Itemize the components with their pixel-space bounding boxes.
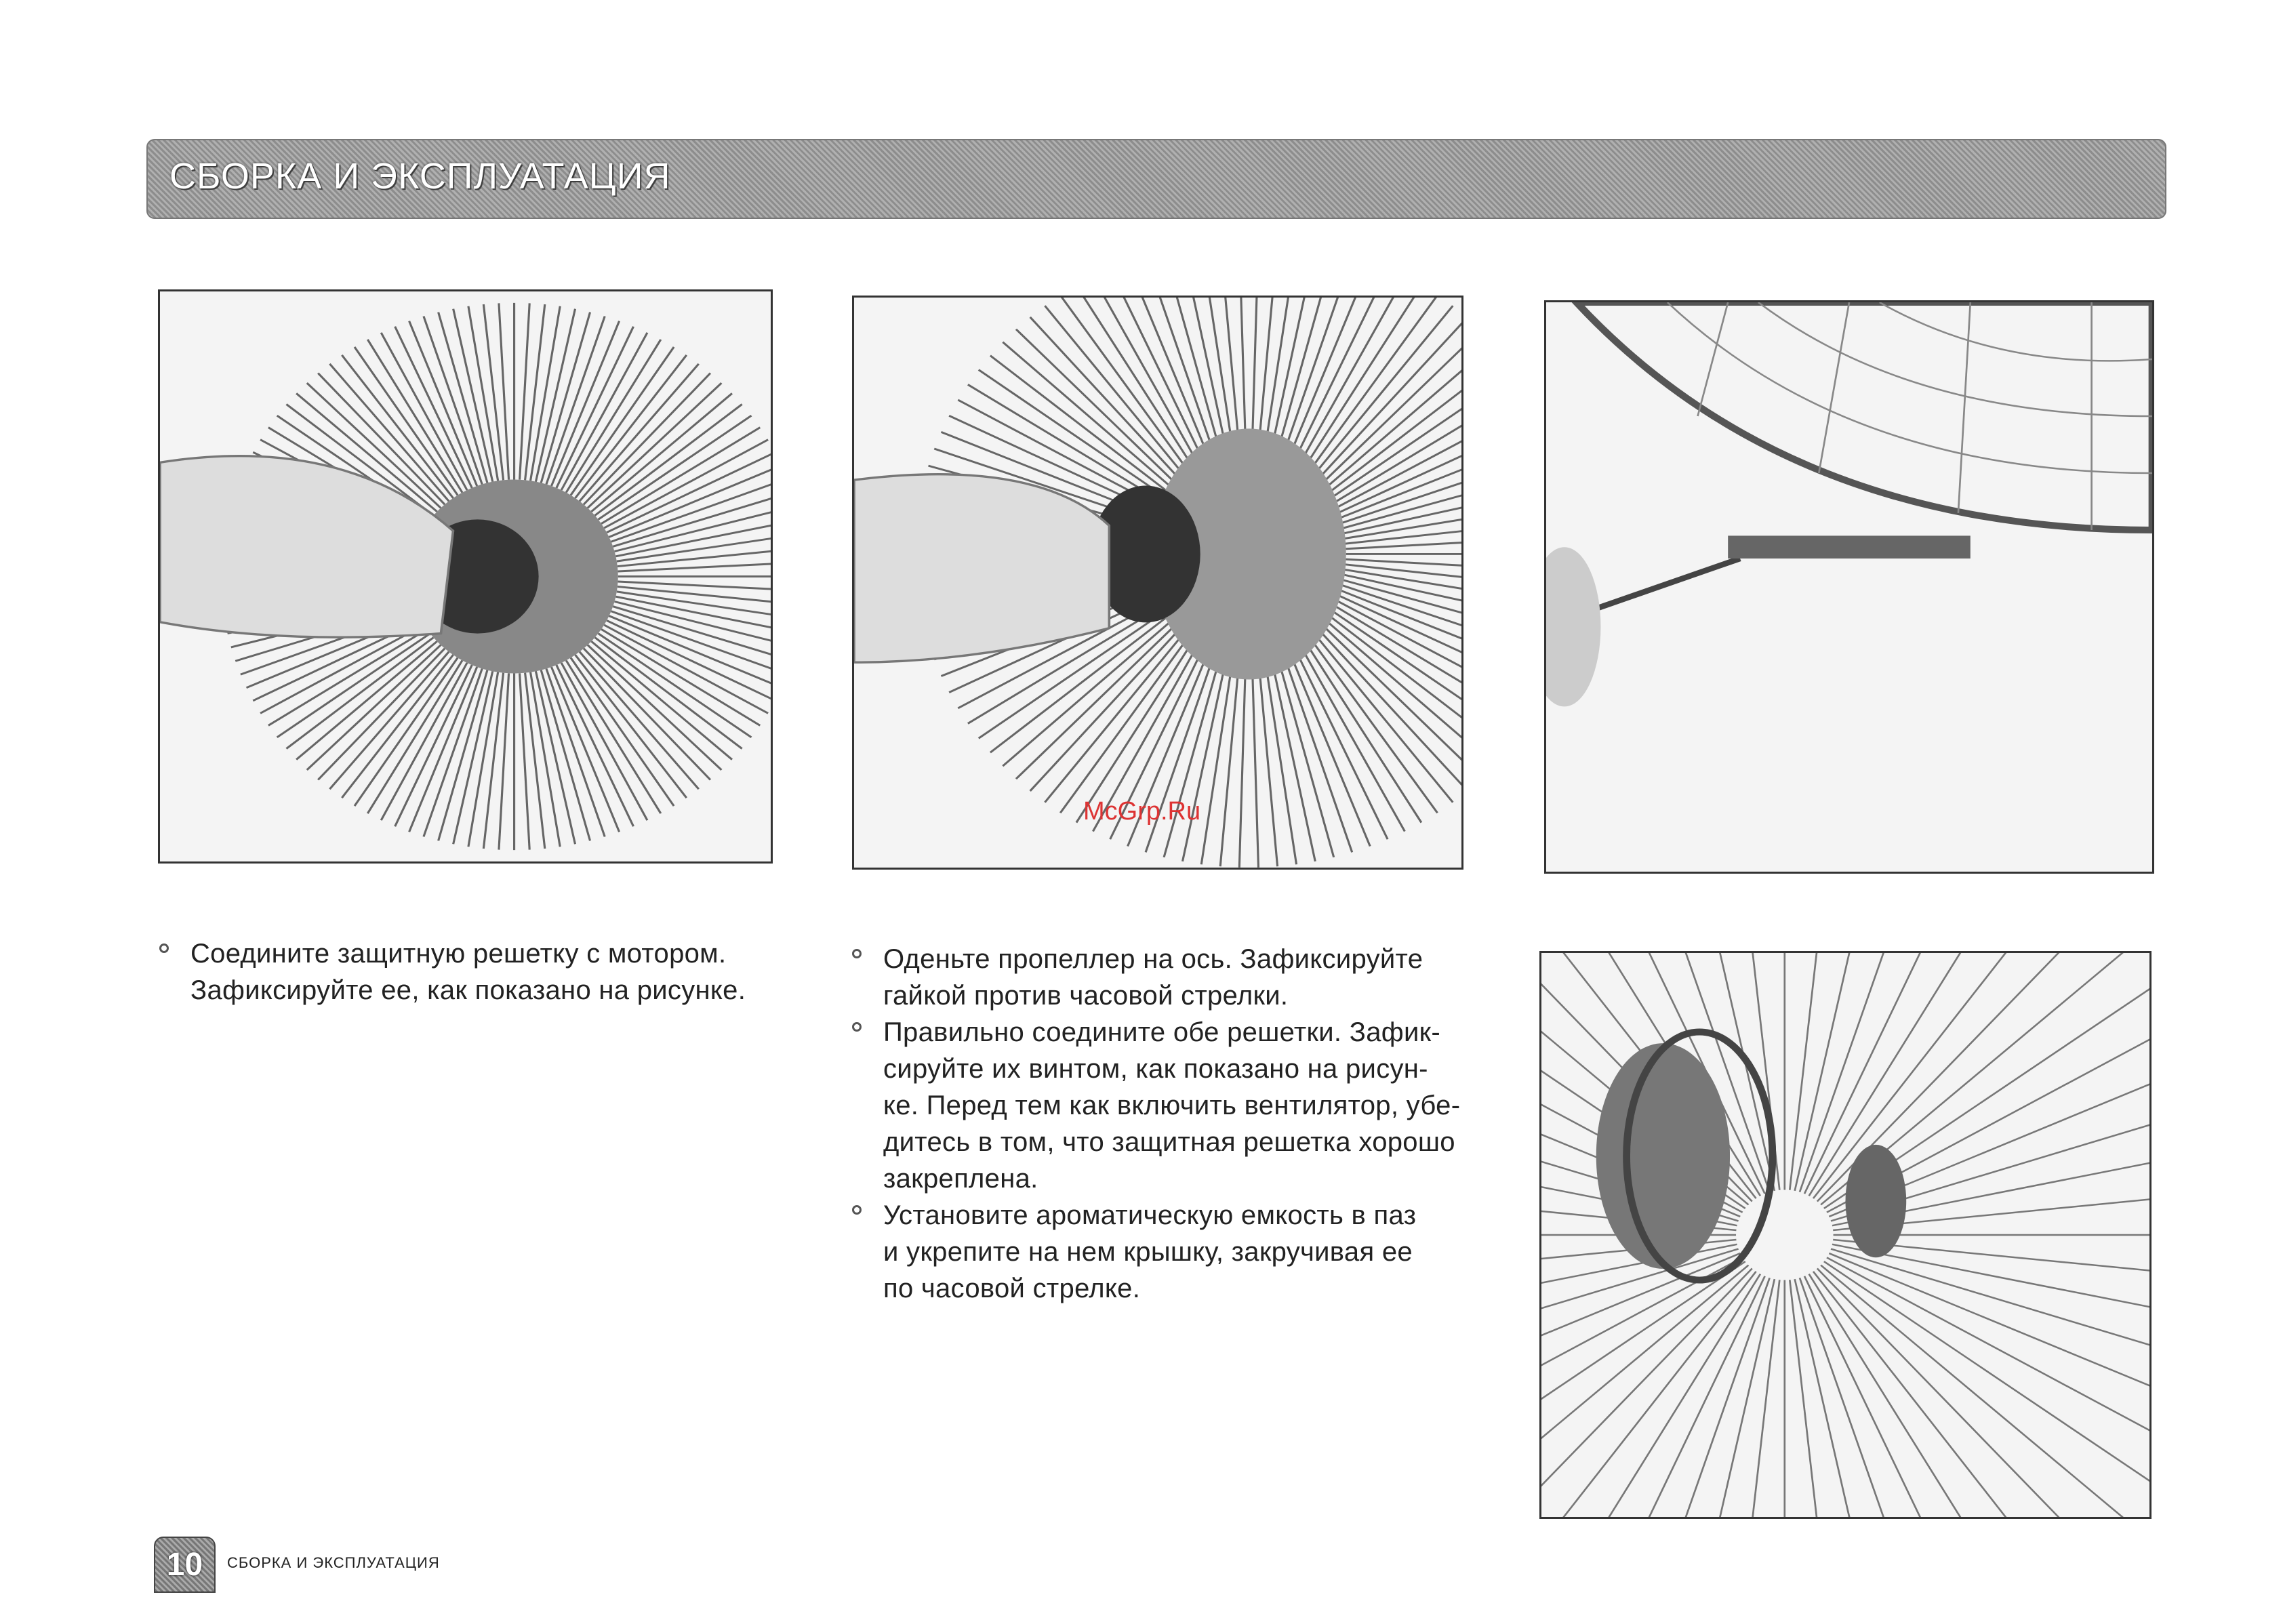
- grille-wire: [1274, 643, 1334, 857]
- grille-wire: [1308, 306, 1453, 482]
- grille-wire: [575, 355, 687, 498]
- grille-wire: [588, 645, 722, 770]
- aroma-container-image: [1541, 953, 2149, 1517]
- grille-wire: [1795, 1279, 1886, 1517]
- section-title: СБОРКА И ЭКСПЛУАТАЦИЯ: [169, 156, 671, 197]
- grille-wire: [990, 356, 1174, 497]
- bullet-icon: [159, 943, 169, 953]
- grille-wire: [1342, 466, 1461, 528]
- grille-wire: [541, 670, 590, 841]
- grille-wire: [439, 312, 487, 483]
- photo-screw-grilles: [1544, 300, 2154, 874]
- grille-wire: [1813, 1272, 2071, 1517]
- text-line: по часовой стрелке.: [883, 1274, 1141, 1303]
- fan-grille-image: [160, 291, 771, 861]
- grille-wire: [580, 364, 699, 502]
- grille-wire: [1316, 620, 1461, 779]
- grille-wire: [1541, 1257, 1743, 1461]
- grille-wire: [1343, 483, 1461, 533]
- bullet-icon: [852, 949, 862, 958]
- grille-wire: [286, 637, 433, 748]
- watermark: McGrp.Ru: [1083, 797, 1201, 826]
- grille-wire: [1800, 1278, 1935, 1517]
- text-line: Установите ароматическую емкость в паз: [883, 1200, 1417, 1230]
- page-number-badge: 10: [154, 1537, 216, 1593]
- grille-wire: [598, 415, 751, 519]
- grille-wire: [541, 312, 590, 483]
- grille-wire: [598, 634, 751, 737]
- text-line: Зафиксируйте ее, как показано на рисунке.: [190, 975, 746, 1005]
- grille-wire: [588, 383, 722, 508]
- instructions-left: [159, 935, 746, 1009]
- photo-attach-grille-to-motor: [158, 289, 773, 864]
- instruction-item: [852, 941, 1460, 1014]
- grille-wire: [1324, 356, 1461, 497]
- section-header-bar: [146, 139, 2166, 219]
- grille-wire: [1045, 306, 1189, 482]
- grille-wire: [329, 652, 449, 790]
- grille-wire: [1587, 1276, 1765, 1517]
- photo-mount-propeller: [852, 296, 1463, 870]
- grille-wire: [1342, 580, 1461, 642]
- text-line: дитесь в том, что защитная решетка хорошо: [883, 1127, 1455, 1157]
- text-line: Правильно соедините обе решетки. Зафик-: [883, 1017, 1441, 1047]
- text-line: гайкой против часовой стрелки.: [883, 981, 1289, 1011]
- footer-section-title: СБОРКА И ЭКСПЛУАТАЦИЯ: [227, 1554, 440, 1571]
- grille-wire: [580, 652, 699, 790]
- text-line: ке. Перед тем как включить вентилятор, убе-: [883, 1091, 1461, 1120]
- text-line: закреплена.: [883, 1164, 1038, 1194]
- grille-wire: [595, 637, 742, 748]
- grille-wire: [1829, 1253, 2149, 1419]
- grille-screw-image: [1546, 302, 2152, 872]
- fan-propeller-image: [854, 298, 1461, 868]
- grille-wire: [1308, 626, 1453, 803]
- instructions-middle: [852, 941, 1460, 1307]
- photo-aroma-container: [1539, 951, 2151, 1519]
- grille-wire: [1634, 1278, 1770, 1517]
- grille-wire: [595, 404, 742, 515]
- grille-wire: [575, 655, 687, 798]
- grille-wire: [1804, 1276, 1983, 1517]
- grille-wire: [342, 655, 453, 798]
- grille-wire: [1324, 612, 1461, 753]
- instruction-item: [159, 935, 746, 1009]
- bullet-icon: [852, 1022, 862, 1032]
- grille-wire: [1338, 432, 1461, 519]
- grille-wire: [1827, 1257, 2149, 1461]
- grille-wire: [1684, 1279, 1775, 1517]
- grille-wire: [1338, 590, 1461, 676]
- grille-wire: [1316, 329, 1461, 489]
- instruction-item: [852, 1014, 1460, 1197]
- text-line: Оденьте пропеллер на ось. Зафиксируйте: [883, 944, 1423, 974]
- grille-wire: [277, 634, 430, 737]
- grille-wire: [1343, 575, 1461, 625]
- instruction-item: [852, 1197, 1460, 1307]
- grille-wire: [1541, 1265, 1748, 1517]
- text-line: и укрепите на нем крышку, закручивая ее: [883, 1237, 1413, 1267]
- grille-wire: [439, 670, 487, 841]
- grille-wire: [1045, 626, 1189, 803]
- text-line: Соедините защитную решетку с мотором.: [190, 939, 727, 969]
- grille-wire: [307, 645, 441, 770]
- grille-wire: [1813, 953, 2071, 1198]
- grille-wire: [1541, 1268, 1752, 1517]
- text-line: сируйте их винтом, как показано на рисун-: [883, 1054, 1428, 1084]
- bullet-icon: [852, 1205, 862, 1215]
